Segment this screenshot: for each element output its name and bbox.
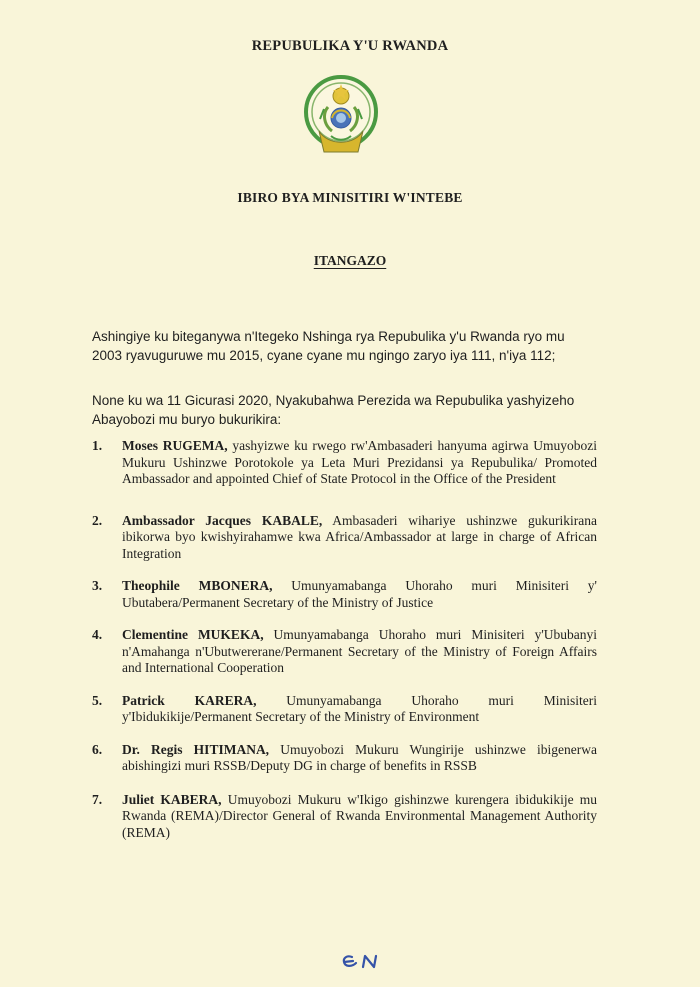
appointee-name: Moses RUGEMA,	[122, 438, 228, 453]
appointment-item	[92, 627, 597, 677]
appointment-text	[122, 693, 597, 726]
appointment-item	[92, 742, 597, 775]
appointee-name: Ambassador Jacques KABALE,	[122, 512, 323, 528]
appointee-name: Dr. Regis HITIMANA,	[122, 741, 270, 757]
appointment-text	[122, 742, 597, 775]
appointee-name: Theophile MBONERA,	[122, 578, 273, 593]
appointment-number: 1.	[92, 438, 103, 453]
appointment-item	[92, 513, 597, 563]
appointment-description: Ambasaderi wihariye ushinzwe gukurikirana ibikorwa byo kwishyirahamwe kwa Africa/Ambassador at large in charge of African Integration	[122, 512, 597, 561]
appointment-number: 7.	[92, 791, 103, 807]
republic-heading: REPUBULIKA Y'U RWANDA	[251, 38, 449, 54]
appointment-item	[92, 792, 597, 842]
intro-paragraph-2: None ku wa 11 Gicurasi 2020, Nyakubahwa Perezida wa Repubulika yashyizeho Abayobozi mu buryo bukurikira:	[92, 392, 575, 427]
appointment-item	[92, 438, 597, 488]
appointee-name: Patrick KARERA,	[122, 692, 257, 708]
signature-initials	[335, 950, 385, 974]
appointment-item	[92, 693, 597, 726]
appointment-description: Umuyobozi Mukuru Wungirije ushinzwe ibigenerwa abishingizi muri RSSB/Deputy DG in charge of benefits in RSSB	[122, 741, 597, 773]
document-title	[0, 253, 700, 269]
appointee-name: Clementine MUKEKA,	[122, 627, 264, 642]
appointment-number: 6.	[92, 741, 103, 757]
appointment-number: 2.	[92, 512, 103, 528]
office-heading: IBIRO BYA MINISITIRI W'INTEBE	[237, 190, 463, 205]
title-text: ITANGAZO	[313, 253, 387, 268]
appointment-text	[122, 513, 597, 563]
appointment-text	[122, 438, 597, 488]
intro-paragraph-1: Ashingiye ku biteganywa n'Itegeko Nshinga rya Repubulika y'u Rwanda ryo mu 2003 ryavuguruwe mu 2015, cyane cyane mu ngingo zaryo iya 111, n'iya 112;	[92, 328, 565, 363]
appointment-description: Umunyamabanga Uhoraho muri Minisiteri y' Ubutabera/Permanent Secretary of the Ministry of Justice	[122, 578, 597, 610]
appointment-description: Umuyobozi Mukuru w'Ikigo gishinzwe kurengera ibidukikije mu Rwanda (REMA)/Director General of Rwanda Environmental Management Authority (REMA)	[122, 791, 597, 840]
appointment-item	[92, 578, 597, 611]
appointment-text	[122, 578, 597, 611]
appointment-list	[92, 438, 597, 841]
appointment-description: Umunyamabanga Uhoraho muri Minisiteri y'Ibidukikije/Permanent Secretary of the Ministry of Environment	[122, 692, 597, 724]
appointment-description: yashyizwe ku rwego rw'Ambasaderi hanyuma agirwa Umuyobozi Mukuru Ushinzwe Porotokole ya Leta Muri Prezidansi ya Repubulika/ Promoted Ambassador and appointed Chief of State Protocol in the Office of the President	[122, 438, 597, 486]
appointment-number: 5.	[92, 692, 103, 708]
rwanda-coat-of-arms-icon	[302, 74, 380, 158]
appointment-number: 4.	[92, 627, 103, 642]
appointee-name: Juliet KABERA,	[122, 791, 222, 807]
appointment-text	[122, 627, 597, 677]
appointment-text	[122, 792, 597, 842]
appointment-number: 3.	[92, 578, 103, 593]
appointment-description: Umunyamabanga Uhoraho muri Minisiteri y'Ububanyi n'Amahanga n'Ubutwererane/Permanent Secretary of the Ministry of Foreign Affairs and International Cooperation	[122, 627, 597, 675]
